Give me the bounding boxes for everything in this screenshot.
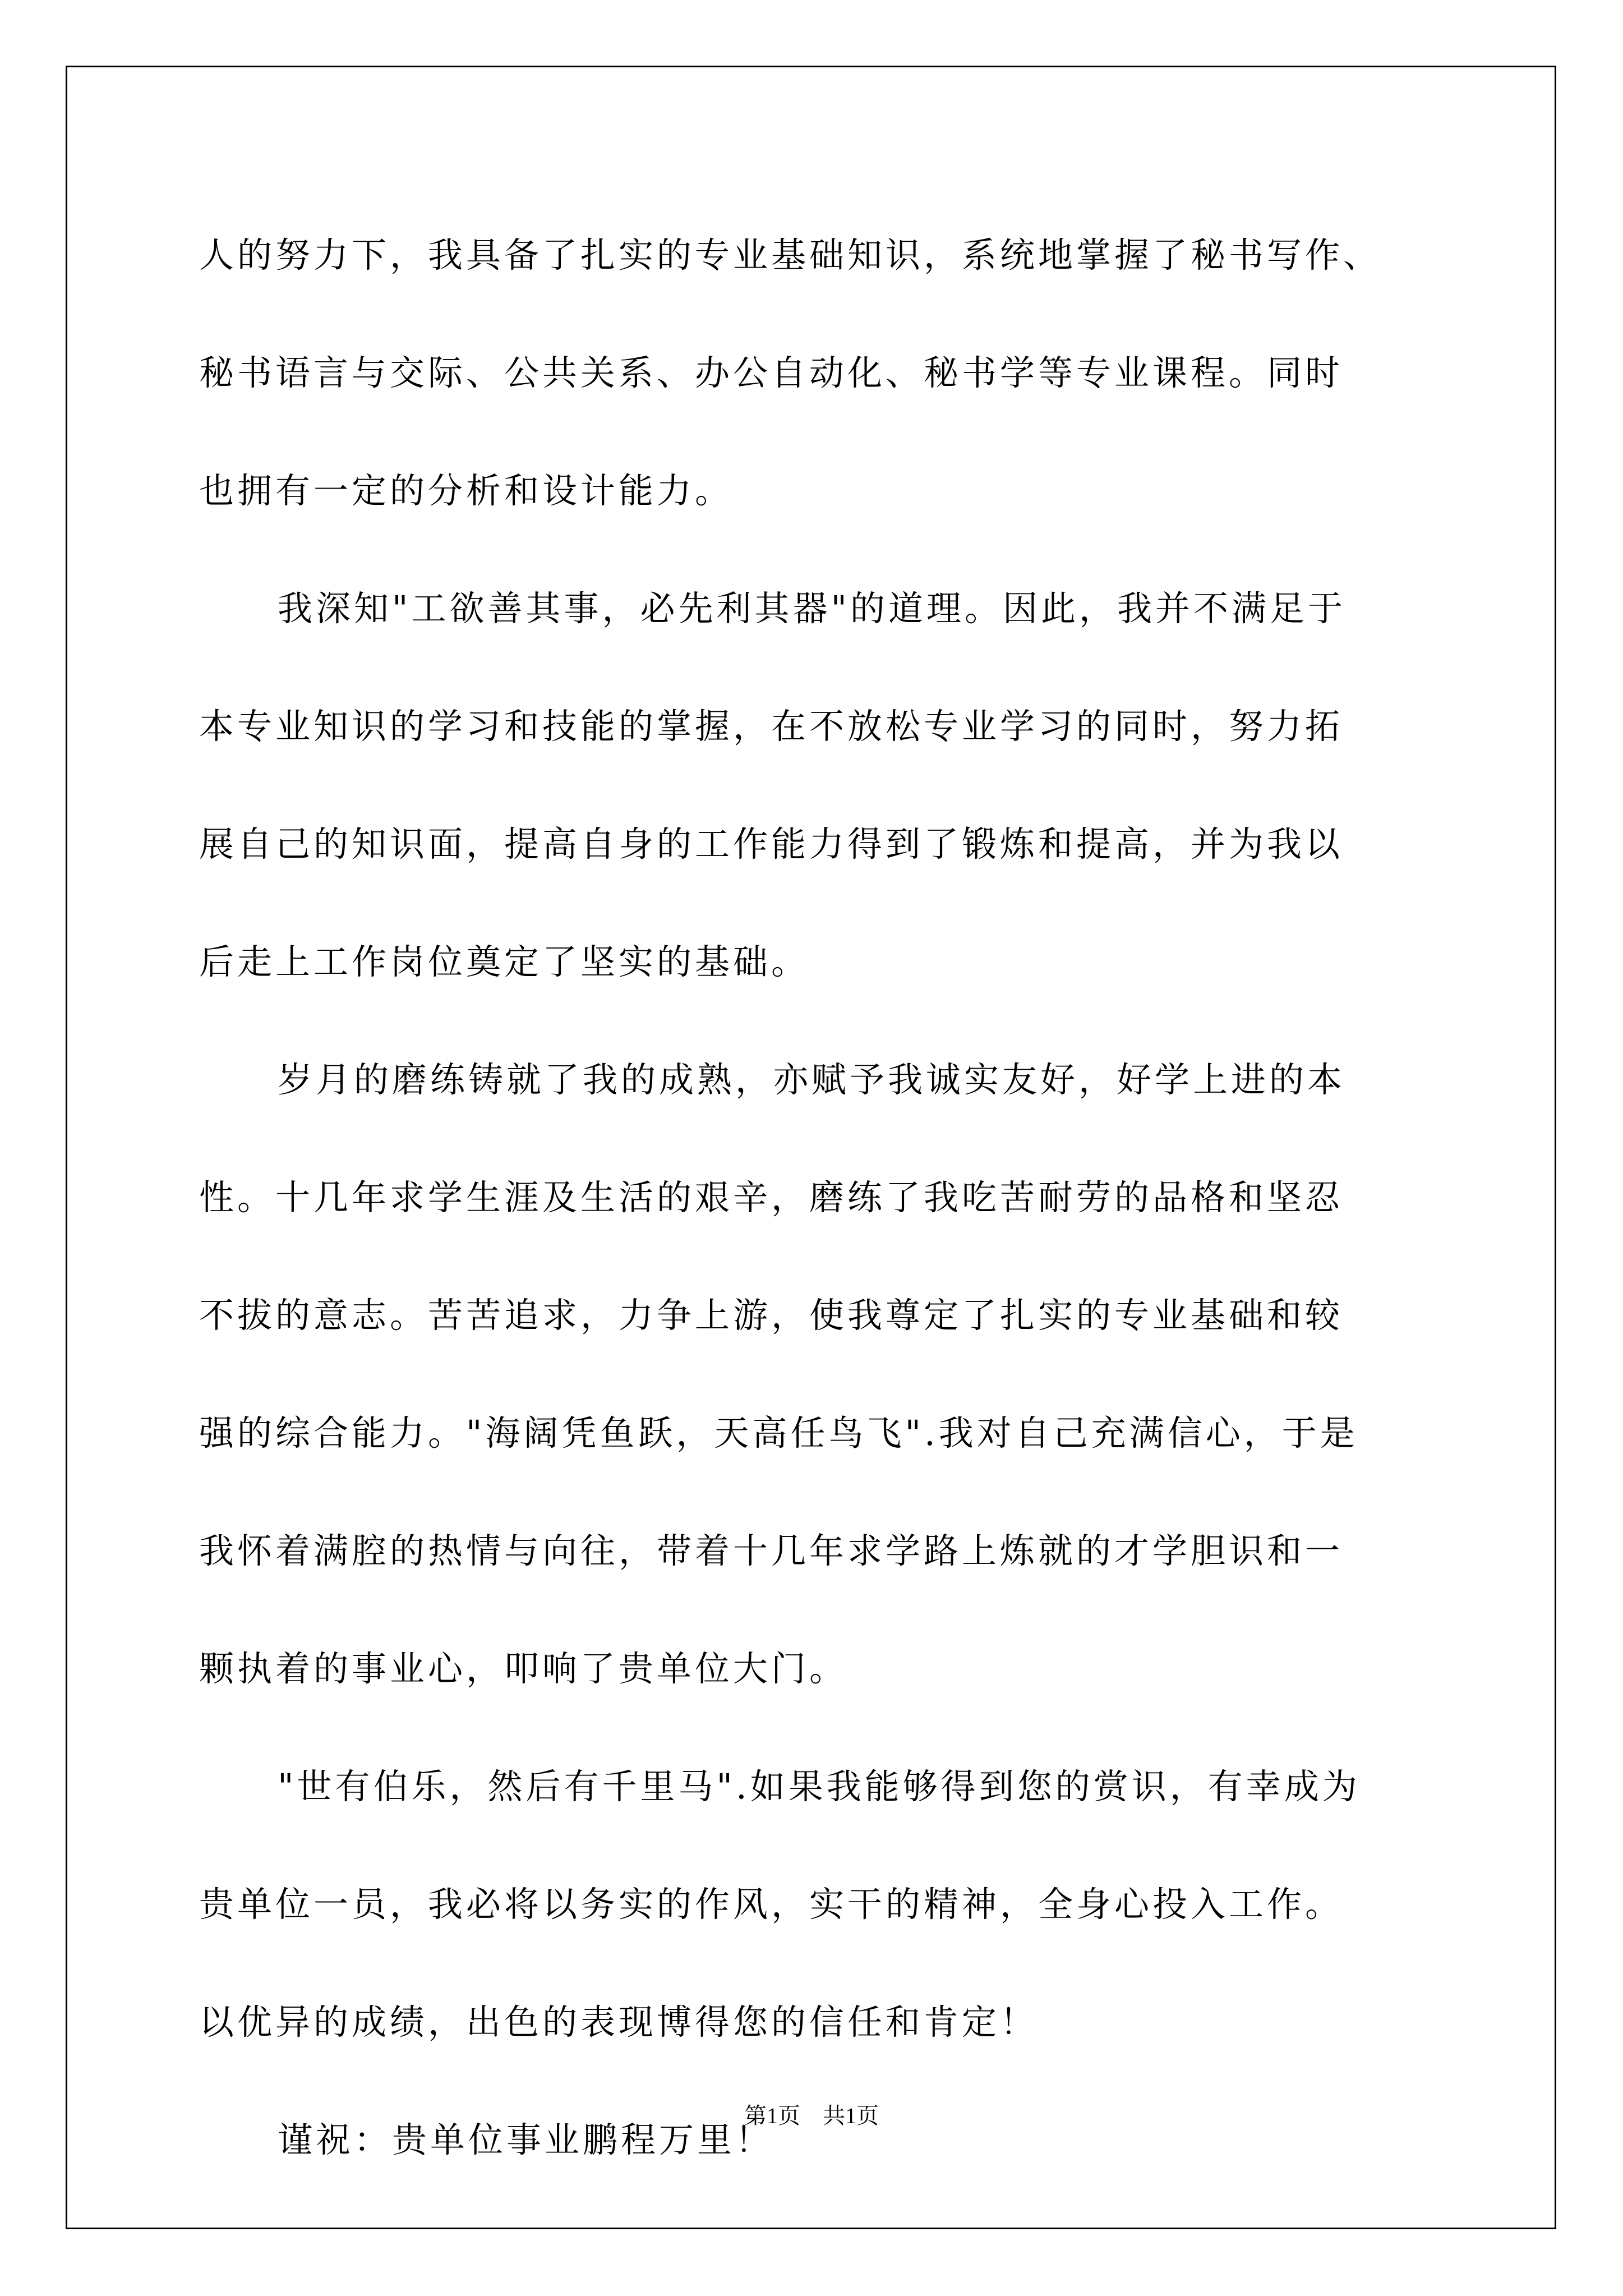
closing-line: 谨祝：贵单位事业鹏程万里！ — [278, 2119, 774, 2160]
text-line: 贵单位一员，我必将以务实的作风，实干的精神，全身心投入工作。 — [199, 1884, 1344, 1925]
text-line: 人的努力下，我具备了扎实的专业基础知识，系统地掌握了秘书写作、 — [199, 234, 1382, 275]
text-line: 不拔的意志。苦苦追求，力争上游，使我尊定了扎实的专业基础和较 — [199, 1295, 1344, 1336]
text-line: 我怀着满腔的热情与向往，带着十几年求学路上炼就的才学胆识和一 — [199, 1530, 1344, 1571]
text-line: 也拥有一定的分析和设计能力。 — [199, 470, 734, 511]
document-body — [199, 196, 1433, 2199]
text-line: 秘书语言与交际、公共关系、办公自动化、秘书学等专业课程。同时 — [199, 352, 1344, 393]
text-line: 性。十几年求学生涯及生活的艰辛，磨练了我吃苦耐劳的品格和坚忍 — [199, 1177, 1344, 1218]
text-line: 岁月的磨练铸就了我的成熟，亦赋予我诚实友好，好学上进的本 — [278, 1059, 1346, 1100]
page-number: 第1页 共1页 — [744, 2103, 879, 2128]
text-line: 强的综合能力。"海阔凭鱼跃，天高任鸟飞".我对自己充满信心，于是 — [199, 1412, 1358, 1453]
text-line: 以优异的成绩，出色的表现博得您的信任和肯定！ — [199, 2001, 1039, 2042]
text-line: 颗执着的事业心，叩响了贵单位大门。 — [199, 1648, 848, 1689]
text-line: 展自己的知识面，提高自身的工作能力得到了锻炼和提高，并为我以 — [199, 823, 1344, 864]
text-line: 本专业知识的学习和技能的掌握，在不放松专业学习的同时，努力拓 — [199, 706, 1344, 747]
text-line: 后走上工作岗位奠定了坚实的基础。 — [199, 941, 810, 982]
text-line: 我深知"工欲善其事，必先利其器"的道理。因此，我并不满足于 — [278, 588, 1347, 629]
page-footer — [0, 2098, 1623, 2130]
text-line: "世有伯乐，然后有千里马".如果我能够得到您的赏识，有幸成为 — [278, 1766, 1361, 1807]
